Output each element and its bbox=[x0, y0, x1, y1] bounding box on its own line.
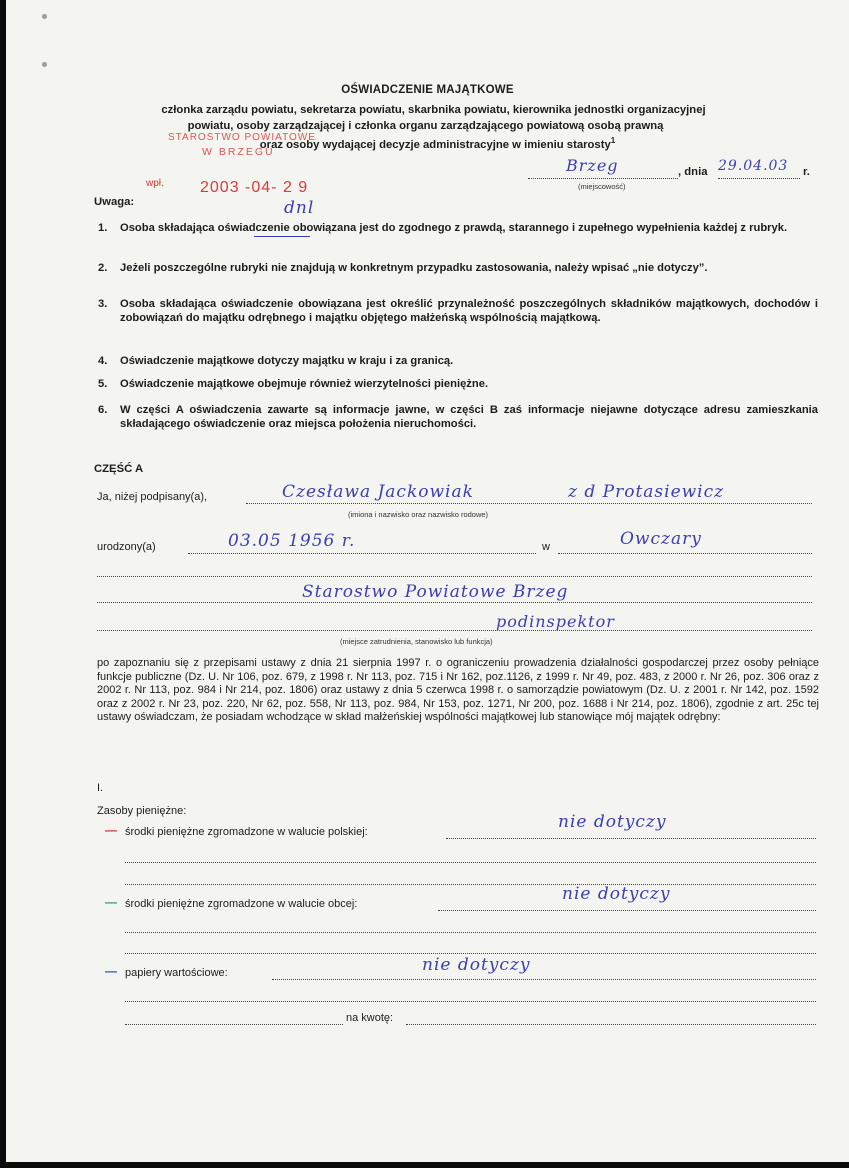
blank-line bbox=[125, 932, 816, 933]
header-line-2: powiatu, osoby zarządzającej i członka organu zarządzającego powiatową osobą prawną bbox=[187, 120, 664, 132]
section-number: I. bbox=[97, 782, 104, 794]
date-field bbox=[718, 178, 800, 179]
blank-line bbox=[125, 862, 816, 863]
employment-field bbox=[97, 602, 812, 603]
document-page bbox=[6, 0, 849, 1162]
cash-pln-field bbox=[446, 838, 816, 839]
position-value: podinspektor bbox=[496, 612, 615, 631]
position-field bbox=[97, 630, 812, 631]
note-item: 2. Jeżeli poszczególne rubryki nie znajdują w konkretnym przypadku zastosowania, należy wpisać „nie dotyczy”. bbox=[98, 262, 708, 274]
dash-marker: — bbox=[105, 823, 117, 837]
securities-field bbox=[272, 979, 816, 980]
place-caption: (miejscowość) bbox=[578, 182, 626, 191]
employment-value: Starostwo Powiatowe Brzeg bbox=[302, 582, 569, 602]
punch-hole bbox=[42, 14, 47, 19]
blank-line bbox=[125, 884, 816, 885]
birth-place-field bbox=[558, 553, 812, 554]
date-value: 29.04.03 bbox=[718, 158, 789, 174]
date-label: , dnia bbox=[678, 166, 708, 178]
place-value: Brzeg bbox=[566, 156, 619, 175]
blank-line bbox=[125, 1001, 816, 1002]
blank-line bbox=[125, 953, 816, 954]
date-year-suffix: r. bbox=[803, 166, 810, 178]
dash-marker: — bbox=[105, 895, 117, 909]
note-item: 3. Osoba składająca oświadczenie obowiązana jest określić przynależność poszczególnych składników majątkowych, dochodów i zobowiązań do majątku odrębnego i majątku objętego małżeńską wspólnością majątkową. bbox=[98, 298, 818, 324]
part-a-heading: CZĘŚĆ A bbox=[94, 463, 144, 475]
punch-hole bbox=[42, 62, 47, 67]
document-title: OŚWIADCZENIE MAJĄTKOWE bbox=[341, 84, 514, 96]
received-stamp-label: wpł. bbox=[146, 178, 164, 189]
maiden-name-value: z d Protasiewicz bbox=[568, 482, 725, 502]
section-heading: Zasoby pieniężne: bbox=[97, 805, 187, 817]
name-value: Czesława Jackowiak bbox=[282, 482, 474, 502]
name-caption: (imiona i nazwisko oraz nazwisko rodowe) bbox=[348, 510, 489, 519]
notes-heading: Uwaga: bbox=[94, 196, 135, 208]
birth-date-field bbox=[188, 553, 536, 554]
amount-blank-field bbox=[125, 1024, 343, 1025]
blank-line bbox=[97, 576, 812, 577]
handwritten-underline bbox=[254, 236, 310, 237]
note-item: 4. Oświadczenie majątkowe dotyczy majątku w kraju i za granicą. bbox=[98, 355, 454, 367]
cash-pln-label: środki pieniężne zgromadzone w walucie polskiej: bbox=[125, 826, 368, 838]
dash-marker: — bbox=[105, 964, 117, 978]
securities-value: nie dotyczy bbox=[422, 955, 531, 975]
header-line-3: oraz osoby wydającej decyzje administracyjne w imieniu starosty$^1$ bbox=[259, 136, 616, 151]
birth-label: urodzony(a) bbox=[97, 541, 156, 553]
cash-foreign-field bbox=[438, 910, 816, 911]
birth-date-value: 03.05 1956 r. bbox=[228, 531, 356, 551]
place-field bbox=[528, 178, 678, 179]
birth-place-value: Owczary bbox=[620, 529, 702, 549]
amount-label: na kwotę: bbox=[346, 1012, 394, 1024]
amount-field bbox=[406, 1024, 816, 1025]
header-line-1: członka zarządu powiatu, sekretarza powiatu, skarbnika powiatu, kierownika jednostki organizacyjnej bbox=[161, 104, 706, 116]
handwritten-correction: dnl bbox=[284, 198, 315, 218]
office-stamp-line-1: STAROSTWO POWIATOWE bbox=[168, 132, 316, 143]
received-stamp-date: 2003 -04- 2 9 bbox=[200, 179, 309, 196]
note-item: 5. Oświadczenie majątkowe obejmuje również wierzytelności pieniężne. bbox=[98, 378, 489, 390]
name-label: Ja, niżej podpisany(a), bbox=[97, 491, 208, 503]
cash-foreign-value: nie dotyczy bbox=[562, 884, 671, 904]
employment-caption: (miejsce zatrudnienia, stanowisko lub funkcja) bbox=[340, 637, 493, 646]
note-item: 1. Osoba składająca oświadczenie obowiązana jest do zgodnego z prawdą, starannego i zupełnego wypełnienia każdej z rubryk. bbox=[98, 222, 788, 234]
securities-label: papiery wartościowe: bbox=[125, 967, 228, 979]
legal-basis-text: po zapoznaniu się z przepisami ustawy z dnia 21 sierpnia 1997 r. o ograniczeniu prowadzenia działalności gospodarczej przez osoby pełniące funkcje publiczne (Dz. U. Nr 106, poz. 679, z 1998 r. Nr 113, poz. 715 i Nr 162, poz.1126, z 1999 r. Nr 49, poz. 483, z 2000 r. Nr 26, poz. 306 oraz z 2002 r. Nr 113, poz. 984 i Nr 214, poz. 1806) oraz ustawy z dnia 5 czerwca 1998 r. o samorządzie powiatowym (Dz. U. z 2001 r. Nr 142, poz. 1592 oraz z 2002 r. Nr 23, poz. 220, Nr 62, poz. 558, Nr 113, poz. 984, Nr 153, poz. 1271, Nr 200, poz. 1688 i Nr 214, poz. 1806), zgodnie z art. 25c tej ustawy oświadczam, że posiadam wchodzące w skład małżeńskiej wspólności majątkowej lub stanowiące mój majątek odrębny: bbox=[97, 657, 819, 724]
office-stamp-line-2: W BRZEGU bbox=[202, 146, 275, 158]
cash-foreign-label: środki pieniężne zgromadzone w walucie obcej: bbox=[125, 898, 358, 910]
note-item: 6. W części A oświadczenia zawarte są informacje jawne, w części B zaś informacje niejawne dotyczące adresu zamieszkania składającego oświadczenie oraz miejsca położenia nieruchomości. bbox=[98, 404, 818, 430]
name-field bbox=[246, 503, 812, 504]
cash-pln-value: nie dotyczy bbox=[558, 812, 667, 832]
birth-place-label: w bbox=[542, 541, 550, 553]
